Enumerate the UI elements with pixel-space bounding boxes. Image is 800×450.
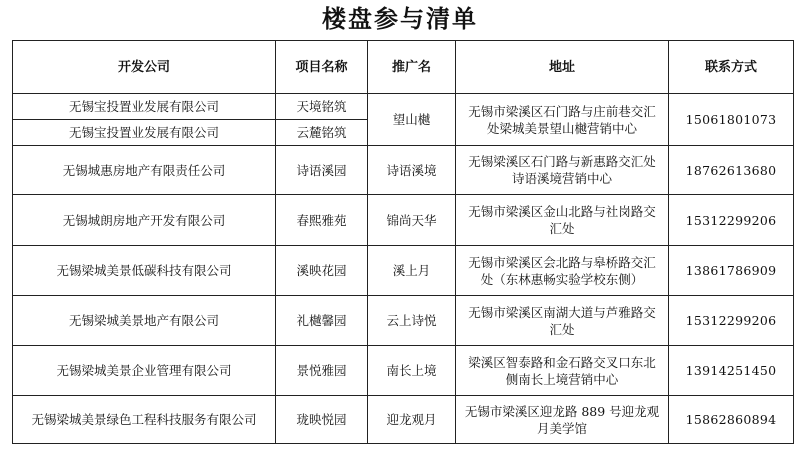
table-row	[13, 296, 794, 346]
phone-cell: 15061801073	[669, 94, 794, 146]
table-row	[13, 146, 794, 195]
header-project-name: 项目名称	[276, 41, 368, 94]
phone-cell: 13914251450	[669, 346, 794, 396]
developer-cell: 无锡梁城美景低碳科技有限公司	[13, 246, 276, 296]
phone-cell: 15312299206	[669, 195, 794, 246]
header-developer: 开发公司	[13, 41, 276, 94]
address-cell: 无锡市梁溪区南湖大道与芦雅路交汇处	[456, 296, 669, 346]
address-cell: 无锡市梁溪区会北路与皋桥路交汇处（东林惠畅实验学校东侧）	[456, 246, 669, 296]
project-name-cell: 溪映花园	[276, 246, 368, 296]
project-name-cell: 诗语溪园	[276, 146, 368, 195]
developer-cell: 无锡城惠房地产有限责任公司	[13, 146, 276, 195]
developer-cell: 无锡梁城美景绿色工程科技服务有限公司	[13, 396, 276, 444]
promo-name-cell: 锦尚天华	[368, 195, 456, 246]
phone-cell: 18762613680	[669, 146, 794, 195]
project-name-cell: 天境铭筑	[276, 94, 368, 120]
table-row	[13, 195, 794, 246]
developer-cell: 无锡梁城美景地产有限公司	[13, 296, 276, 346]
project-name-cell: 景悦雅园	[276, 346, 368, 396]
table-header-row	[13, 41, 794, 94]
header-address: 地址	[456, 41, 669, 94]
phone-cell: 15312299206	[669, 296, 794, 346]
project-name-cell: 珑映悦园	[276, 396, 368, 444]
phone-cell: 13861786909	[669, 246, 794, 296]
table-row	[13, 94, 794, 120]
table-row	[13, 396, 794, 444]
developer-cell: 无锡宝投置业发展有限公司	[13, 94, 276, 120]
address-cell: 梁溪区智泰路和金石路交叉口东北侧南长上境营销中心	[456, 346, 669, 396]
address-cell: 无锡市梁溪区石门路与庄前巷交汇处梁城美景望山樾营销中心	[456, 94, 669, 146]
promo-name-cell: 溪上月	[368, 246, 456, 296]
header-promo-name: 推广名	[368, 41, 456, 94]
developer-cell: 无锡宝投置业发展有限公司	[13, 120, 276, 146]
address-cell: 无锡梁溪区石门路与新惠路交汇处诗语溪境营销中心	[456, 146, 669, 195]
promo-name-cell: 云上诗悦	[368, 296, 456, 346]
address-cell: 无锡市梁溪区金山北路与社岗路交汇处	[456, 195, 669, 246]
table-row	[13, 246, 794, 296]
developer-cell: 无锡城朗房地产开发有限公司	[13, 195, 276, 246]
promo-name-cell: 南长上境	[368, 346, 456, 396]
property-list-table	[12, 40, 794, 444]
promo-name-cell: 诗语溪境	[368, 146, 456, 195]
header-contact: 联系方式	[669, 41, 794, 94]
developer-cell: 无锡梁城美景企业管理有限公司	[13, 346, 276, 396]
phone-cell: 15862860894	[669, 396, 794, 444]
table-row	[13, 346, 794, 396]
page-title: 楼盘参与清单	[322, 4, 478, 33]
address-cell: 无锡市梁溪区迎龙路 889 号迎龙观月美学馆	[456, 396, 669, 444]
promo-name-cell: 望山樾	[368, 94, 456, 146]
project-name-cell: 礼樾馨园	[276, 296, 368, 346]
project-name-cell: 云麓铭筑	[276, 120, 368, 146]
promo-name-cell: 迎龙观月	[368, 396, 456, 444]
project-name-cell: 春熙雅苑	[276, 195, 368, 246]
